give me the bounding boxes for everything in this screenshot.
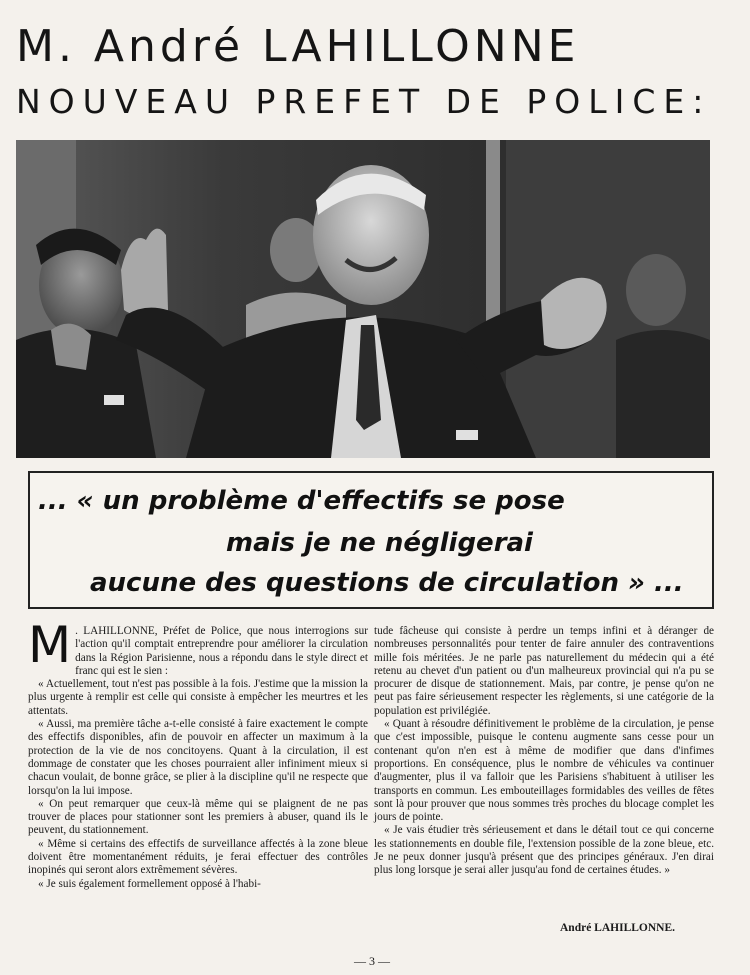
pull-quote-line-1: ... « un problème d'effectifs se pose [38, 486, 565, 516]
article-paragraph: « Aussi, ma première tâche a-t-elle consisté à faire exactement le compte des effectifs disponibles, afin de pouvoir en affecter un maximum à la protection de la vie de nos concitoyens. Quant à la circulation, il est dommage de constater que les choses pourraient aller infiniment mieux si chacun voulait, de bonne grâce, se plier à la discipline qu'il ne respecte que lorsqu'on la lui impose. [28, 718, 368, 797]
article-paragraph: « Actuellement, tout n'est pas possible à la fois. J'estime que la mission la plus urgente à remplir est celle qui consiste à empêcher les meurtres et les attentats. [28, 678, 368, 717]
headline-subtitle: NOUVEAU PREFET DE POLICE: [16, 82, 712, 121]
article-paragraph: « On peut remarquer que ceux-là même qui se plaignent de ne pas trouver de places pour stationner sont les premiers à abuser, quand ils le peuvent, du stationnement. [28, 797, 368, 837]
article-column-right [374, 625, 714, 878]
headline-name: M. André LAHILLONNE [16, 21, 580, 72]
article-paragraph: tude fâcheuse qui consiste à perdre un temps infini et à déranger de nombreuses personnalités pour tenter de faire annuler des contraventions mille fois méritées. Je ne parle pas naturellement du médecin qui a été retenu au chevet d'un patient ou d'un malheureux provincial qui n'a pu se procurer de disque de stationnement. Mais, par contre, je pense qu'on ne peut pas faire sérieusement respecter les règlements, si une catégorie de la population est privilégiée. [374, 625, 714, 717]
article-paragraph: « Même si certains des effectifs de surveillance affectés à la zone bleue doivent être momentanément réduits, je ferai effectuer des contrôles inopinés qui seront alors extrêmement sévères. [28, 837, 368, 877]
article-paragraph [28, 616, 368, 678]
pull-quote-line-2: mais je ne négligerai [226, 528, 533, 558]
article-paragraph: « Je vais étudier très sérieusement et dans le détail tout ce qui concerne les stationnements en double file, l'extension possible de la zone bleue, etc. Je ne peux donner jusqu'à présent que des principes généraux. J'en dirai plus long lorsque je serai aller jusqu'au fond de certaines études. » [374, 824, 714, 877]
pull-quote-line-3: aucune des questions de circulation » ... [90, 568, 684, 598]
page-number: — 3 — [354, 954, 390, 968]
article-paragraph-text: . LAHILLONNE, Préfet de Police, que nous interrogions sur l'action qu'il comptait entreprendre pour améliorer la circulation dans la Région Parisienne, nous a répondu dans le style direct et franc qui est le sien : [75, 625, 368, 677]
signature: André LAHILLONNE. [560, 922, 676, 934]
pull-quote-box [28, 471, 714, 609]
press-photo [16, 140, 710, 458]
article-paragraph: « Je suis également formellement opposé à l'habi- [38, 877, 261, 890]
drop-cap: M [28, 616, 72, 674]
article-paragraph: « Quant à résoudre définitivement le problème de la circulation, je pense que c'est impossible, puisque le contenu augmente sans cesse pour un contenant qu'on n'en est à même de modifier que dans d'infimes proportions. En conséquence, plus le nombre de véhicules va continuer d'augmenter, plus il va falloir que les Parisiens s'habituent à utiliser les transports en commun. Les embouteillages formidables des veilles de fêtes sont là pour prouver que nous sommes très proches du blocage complet les jours de pointe. [374, 718, 714, 824]
article-column-left [28, 616, 368, 891]
